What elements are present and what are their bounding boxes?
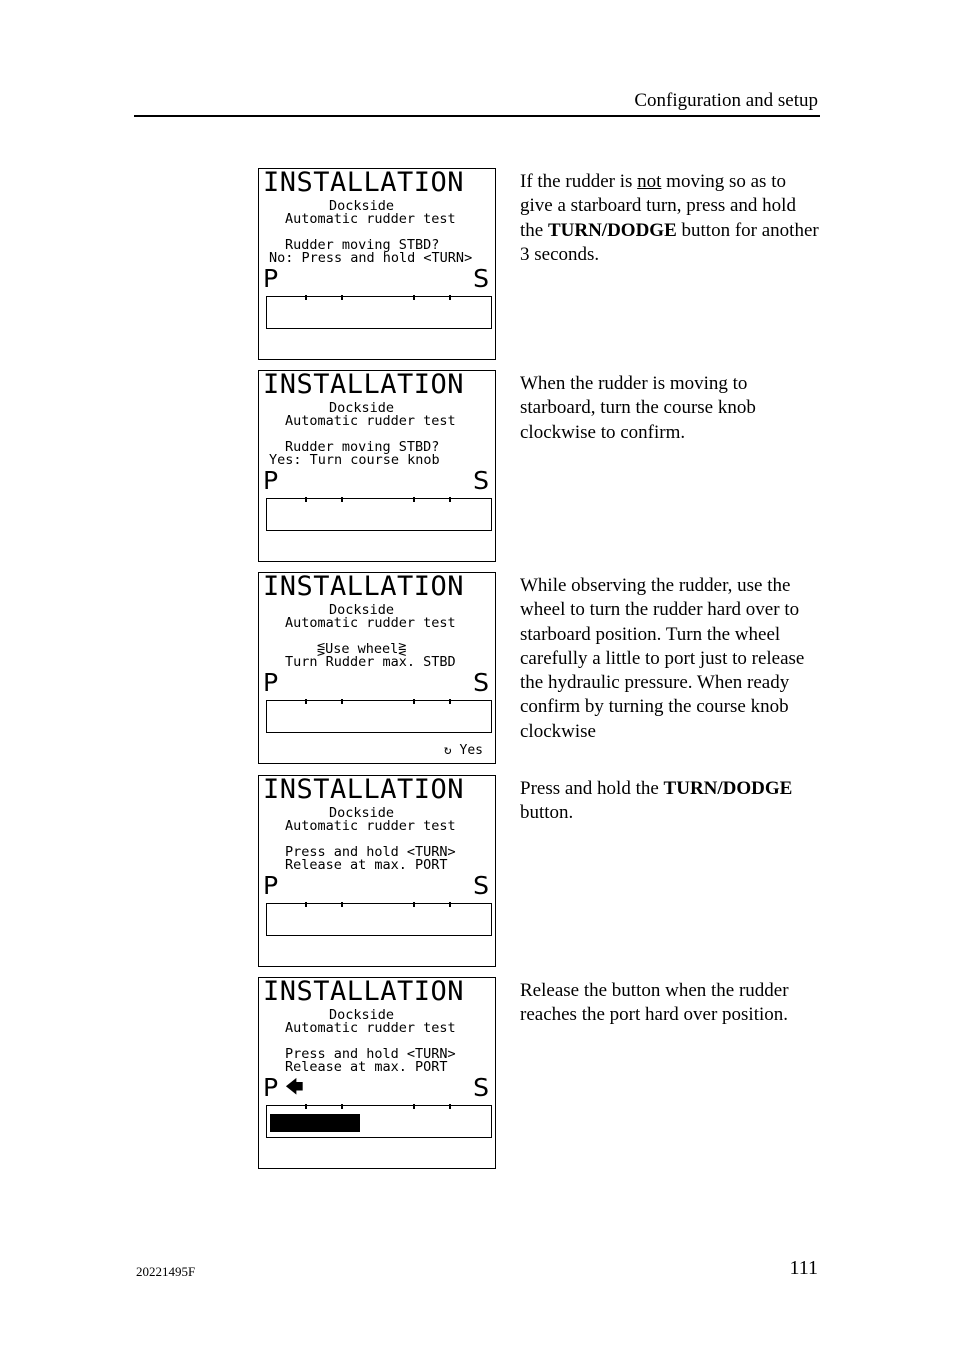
bar-tick <box>449 497 451 502</box>
rudder-bar <box>266 1105 492 1138</box>
rudder-bar <box>266 296 492 329</box>
screen-subtitle: Dockside <box>329 602 395 618</box>
bar-tick <box>305 295 307 300</box>
bar-tick <box>341 295 343 300</box>
port-label: P <box>263 264 279 293</box>
bar-tick <box>413 699 415 704</box>
port-label: P <box>263 871 279 900</box>
bar-tick <box>305 1104 307 1109</box>
screen-message-1: Press and hold <TURN> <box>285 844 456 860</box>
lcd-screen-1 <box>258 168 496 360</box>
screen-message-2: No: Press and hold <TURN> <box>269 250 473 266</box>
screen-subtitle: Dockside <box>329 400 395 416</box>
port-label: P <box>263 1073 279 1102</box>
screen-title: INSTALLATION <box>263 775 465 805</box>
screen-subtitle-2: Automatic rudder test <box>285 1020 456 1036</box>
screen-title: INSTALLATION <box>263 977 465 1007</box>
bar-tick <box>341 902 343 907</box>
starboard-label: S <box>473 264 489 293</box>
screen-subtitle-2: Automatic rudder test <box>285 211 456 227</box>
description-2: When the rudder is moving to starboard, turn the course knob clockwise to confirm. <box>520 373 756 443</box>
screen-subtitle: Dockside <box>329 198 395 214</box>
screen-message-1: Rudder moving STBD? <box>285 439 440 455</box>
bar-tick <box>413 497 415 502</box>
screen-message-2: Release at max. PORT <box>285 857 448 873</box>
starboard-label: S <box>473 466 489 495</box>
screen-message-2: Yes: Turn course knob <box>269 452 440 468</box>
bar-tick <box>305 902 307 907</box>
section-title: Configuration and setup <box>634 90 818 111</box>
starboard-label: S <box>473 668 489 697</box>
rudder-bar <box>266 700 492 733</box>
bar-tick <box>449 295 451 300</box>
starboard-label: S <box>473 1073 489 1102</box>
lcd-screen-5 <box>258 977 496 1169</box>
description-4: Press and hold the TURN/DODGE button. <box>520 778 793 824</box>
screen-subtitle: Dockside <box>329 805 395 821</box>
rudder-bar <box>266 498 492 531</box>
bar-tick <box>341 699 343 704</box>
rudder-bar <box>266 903 492 936</box>
bar-tick <box>413 295 415 300</box>
port-arrow-icon: 🡄 <box>285 1077 304 1098</box>
bar-tick <box>305 497 307 502</box>
bar-tick <box>413 902 415 907</box>
screen-message-2: Release at max. PORT <box>285 1059 448 1075</box>
document-code: 20221495F <box>136 1264 196 1279</box>
rudder-position-fill <box>270 1114 360 1132</box>
header-rule <box>134 115 820 117</box>
bar-tick <box>449 902 451 907</box>
screen-message-1: Press and hold <TURN> <box>285 1046 456 1062</box>
bar-tick <box>449 1104 451 1109</box>
bar-tick <box>305 699 307 704</box>
screen-message-1: Rudder moving STBD? <box>285 237 440 253</box>
bar-tick <box>413 1104 415 1109</box>
lcd-screen-2 <box>258 370 496 562</box>
bar-tick <box>341 497 343 502</box>
description-5: Release the button when the rudder reaches the port hard over position. <box>520 980 789 1026</box>
screen-message-1: ⋚Use wheel⋛ <box>317 641 407 657</box>
starboard-label: S <box>473 871 489 900</box>
bar-tick <box>449 699 451 704</box>
description-1: If the rudder is not moving so as to give a starboard turn, press and hold the TURN/DODGE button for another 3 seconds. <box>520 171 819 265</box>
screen-title: INSTALLATION <box>263 572 465 602</box>
port-label: P <box>263 466 279 495</box>
page-number: 111 <box>789 1257 818 1279</box>
screen-subtitle: Dockside <box>329 1007 395 1023</box>
lcd-screen-3 <box>258 572 496 764</box>
description-3: While observing the rudder, use the wheel to turn the rudder hard over to starboard position. Turn the wheel carefully a little to port just to release the hydraulic pressure. When ready confirm by turning the course knob clockwise <box>520 575 805 742</box>
screen-title: INSTALLATION <box>263 168 465 198</box>
port-label: P <box>263 668 279 697</box>
lcd-screen-4 <box>258 775 496 967</box>
screen-subtitle-2: Automatic rudder test <box>285 818 456 834</box>
screen-title: INSTALLATION <box>263 370 465 400</box>
yes-confirm-label: ↻ Yes <box>443 743 483 758</box>
screen-subtitle-2: Automatic rudder test <box>285 615 456 631</box>
bar-tick <box>341 1104 343 1109</box>
screen-subtitle-2: Automatic rudder test <box>285 413 456 429</box>
screen-message-2: Turn Rudder max. STBD <box>285 654 456 670</box>
